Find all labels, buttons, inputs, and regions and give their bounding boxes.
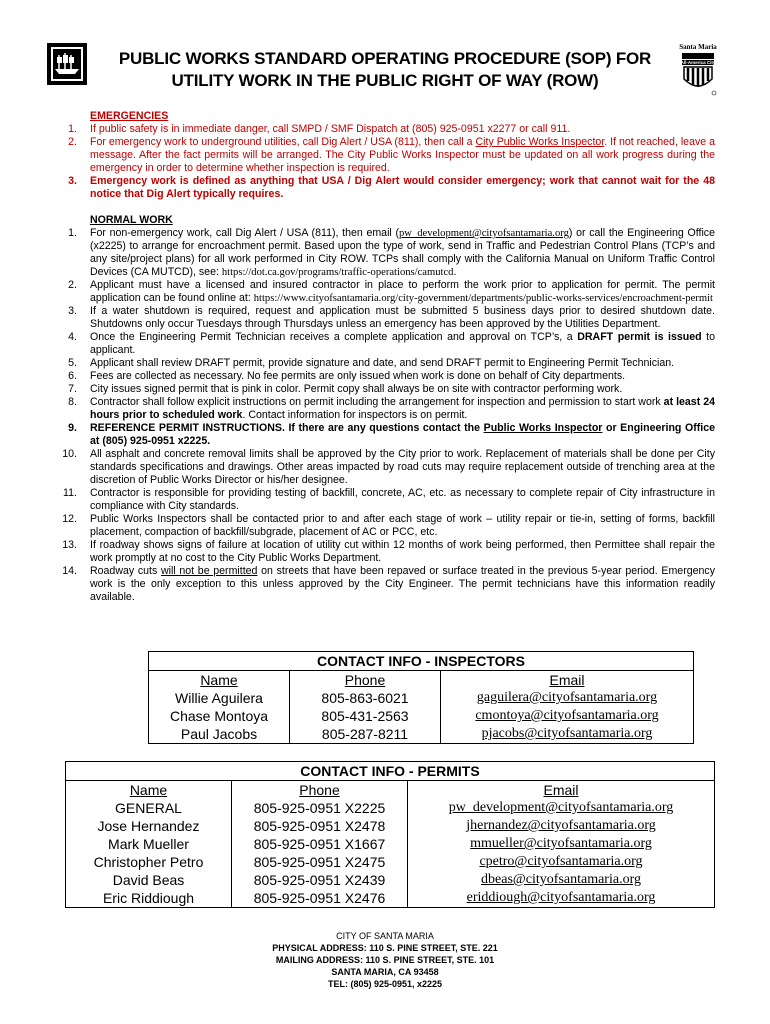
email-link: cmontoya@cityofsantamaria.org <box>475 708 659 723</box>
title-line-1: PUBLIC WORKS STANDARD OPERATING PROCEDURE (SOP) FOR <box>118 49 652 68</box>
list-item: 2. Applicant must have a licensed and insured contractor in place to perform the work prior to application for permit. The permit application can be found online at: https://www.cityofsantamaria.org/city-government/departments/public-works-services/encroachment-permit <box>68 279 715 304</box>
table-row: GENERAL 805-925-0951 X2225 pw_development@cityofsantamaria.org <box>66 799 715 817</box>
table-row: Eric Riddiough 805-925-0951 X2476 eriddiough@cityofsantamaria.org <box>66 889 715 908</box>
table-header: Name <box>66 781 232 800</box>
inspectors-table <box>148 651 694 744</box>
permits-table-title: CONTACT INFO - PERMITS <box>66 762 715 781</box>
inspector-link[interactable]: City Public Works Inspector <box>475 136 605 148</box>
emergencies-section <box>55 110 715 201</box>
footer-mailing-address: MAILING ADDRESS: 110 S. PINE STREET, STE. 101 <box>275 955 495 965</box>
list-item: 5. Applicant shall review DRAFT permit, provide signature and date, and send DRAFT permit to Engineering Permit Technician. <box>68 357 675 369</box>
table-header: Phone <box>232 781 408 800</box>
list-item: 4. Once the Engineering Permit Technician receives a complete application and approval on TCP’s, a DRAFT permit is issued to applicant. <box>68 331 715 356</box>
footer-city: CITY OF SANTA MARIA <box>336 931 434 941</box>
emergencies-heading: EMERGENCIES <box>90 110 169 122</box>
email-link: mmueller@cityofsantamaria.org <box>470 836 652 851</box>
procedure-content <box>55 110 715 604</box>
list-item: 13. If roadway shows signs of failure at location of utility cut within 12 months of work being performed, then Permittee shall repair the work promptly at no cost to the City Public Works Department. <box>62 539 715 564</box>
list-item: 11. Contractor is responsible for providing testing of backfill, concrete, AC, etc. as necessary to complete repair of City infrastructure in compliance with City standards. <box>63 487 715 512</box>
table-header: Email <box>408 781 715 800</box>
footer-physical-address: PHYSICAL ADDRESS: 110 S. PINE STREET, STE. 221 <box>272 943 498 953</box>
logo-caption: All-America City <box>680 60 716 65</box>
mutcd-link[interactable]: https://dot.ca.gov/programs/traffic-operations/camutcd <box>221 267 454 278</box>
list-item: 2. For emergency work to underground utilities, call Dig Alert / USA (811), then call a City Public Works Inspector. If not reached, leave a message. After the fact permits will be arranged. The City Public Works Inspector must be updated on all work progress during the emergency in order to determine whether inspection is required. <box>68 136 715 174</box>
inspectors-table-title: CONTACT INFO - INSPECTORS <box>149 652 694 671</box>
email-link: cpetro@cityofsantamaria.org <box>479 854 643 869</box>
table-row: Paul Jacobs 805-287-8211 pjacobs@cityofsantamaria.org <box>149 725 694 744</box>
inspector-link[interactable]: Public Works Inspector <box>483 422 603 434</box>
table-row: Chase Montoya 805-431-2563 cmontoya@cityofsantamaria.org <box>149 707 694 725</box>
list-item: 10. All asphalt and concrete removal limits shall be approved by the City prior to work. Replacement of materials shall be done per City standards specifications and drawings. Other areas impacted by road cuts may require replacement outside of trenching area at the discretion of Public Works Director or his/her designee. <box>62 448 715 486</box>
list-item: 12. Public Works Inspectors shall be contacted prior to and after each stage of work – utility repair or tie-in, setting of forms, backfill placement, compaction of backfill/subgrade, placement of AC or PCC, etc. <box>62 513 715 538</box>
list-item: 3. Emergency work is defined as anything that USA / Dig Alert would consider emergency; work that cannot wait for the 48 notice that Dig Alert typically requires. <box>68 175 715 200</box>
logo-city-name: Santa Maria <box>679 43 717 51</box>
footer-address <box>0 930 770 990</box>
list-item: 1. For non-emergency work, call Dig Alert / USA (811), then email (pw_development@cityofsantamaria.org) or call the Engineering Office (x2225) to arrange for encroachment permit. Based upon the type of work, send in Traffic and Pedestrian Control Plans (TCP’s and any site/project plans) for all work performed in City ROW. TCPs shall comply with the California Manual on Uniform Traffic Control Devices (CA MUTCD), see: https://dot.ca.gov/programs/traffic-operations/camutcd. <box>68 227 715 278</box>
list-item: 3. If a water shutdown is required, request and application must be submitted 5 business days prior to desired shutdown date. Shutdowns only occur Tuesdays through Thursdays unless an emergency has been approved by the Utilities Department. <box>68 305 715 330</box>
title-line-2: UTILITY WORK IN THE PUBLIC RIGHT OF WAY (ROW) <box>171 71 599 90</box>
list-item: 14. Roadway cuts will not be permitted on streets that have been repaved or surface treated in the previous 5-year period. Emergency work is the only exception to this unless approved by the City Engineer. The permit technicians have this information readily available. <box>62 565 715 603</box>
list-item: 1. If public safety is in immediate danger, call SMPD / SMF Dispatch at (805) 925-0951 x2277 or call 911. <box>68 123 571 135</box>
email-link: jhernandez@cityofsantamaria.org <box>466 818 656 833</box>
table-header: Name <box>149 671 290 690</box>
table-row: Jose Hernandez 805-925-0951 X2478 jhernandez@cityofsantamaria.org <box>66 817 715 835</box>
list-item: 7. City issues signed permit that is pink in color. Permit copy shall always be on site with contractor performing work. <box>68 383 623 395</box>
email-link: pjacobs@cityofsantamaria.org <box>481 726 653 741</box>
table-header: Phone <box>290 671 441 690</box>
email-link: dbeas@cityofsantamaria.org <box>481 872 641 887</box>
email-link: gaguilera@cityofsantamaria.org <box>476 690 658 705</box>
email-link[interactable]: pw_development@cityofsantamaria.org <box>399 228 569 239</box>
list-item: 8. Contractor shall follow explicit instructions on permit including the arrangement for inspection and permission to start work at least 24 hours prior to scheduled work. Contact information for inspectors is on permit. <box>68 396 715 421</box>
page-title <box>90 48 680 92</box>
normal-work-heading: NORMAL WORK <box>90 214 173 226</box>
ship-seal-icon <box>47 43 87 85</box>
all-america-city-logo-icon <box>676 43 720 101</box>
list-item: 6. Fees are collected as necessary. No fee permits are only issued when work is done on behalf of City departments. <box>68 370 626 382</box>
footer-phone: TEL: (805) 925-0951, x2225 <box>327 979 443 989</box>
permits-table <box>65 761 715 908</box>
email-link: pw_development@cityofsantamaria.org <box>448 800 674 815</box>
normal-work-section <box>55 214 715 604</box>
footer-city-state: SANTA MARIA, CA 93458 <box>331 967 439 977</box>
permit-application-link[interactable]: https://www.cityofsantamaria.org/city-government/departments/public-works-services/encroachment-permit <box>253 293 713 304</box>
email-link: eriddiough@cityofsantamaria.org <box>466 890 656 905</box>
table-row: Christopher Petro 805-925-0951 X2475 cpetro@cityofsantamaria.org <box>66 853 715 871</box>
table-row: Willie Aguilera 805-863-6021 gaguilera@cityofsantamaria.org <box>149 689 694 707</box>
table-header: Email <box>441 671 694 690</box>
table-row: Mark Mueller 805-925-0951 X1667 mmueller@cityofsantamaria.org <box>66 835 715 853</box>
list-item: 9. REFERENCE PERMIT INSTRUCTIONS. If there are any questions contact the Public Works Inspector or Engineering Office at (805) 925-0951 x2225. <box>68 422 715 447</box>
table-row: David Beas 805-925-0951 X2439 dbeas@cityofsantamaria.org <box>66 871 715 889</box>
